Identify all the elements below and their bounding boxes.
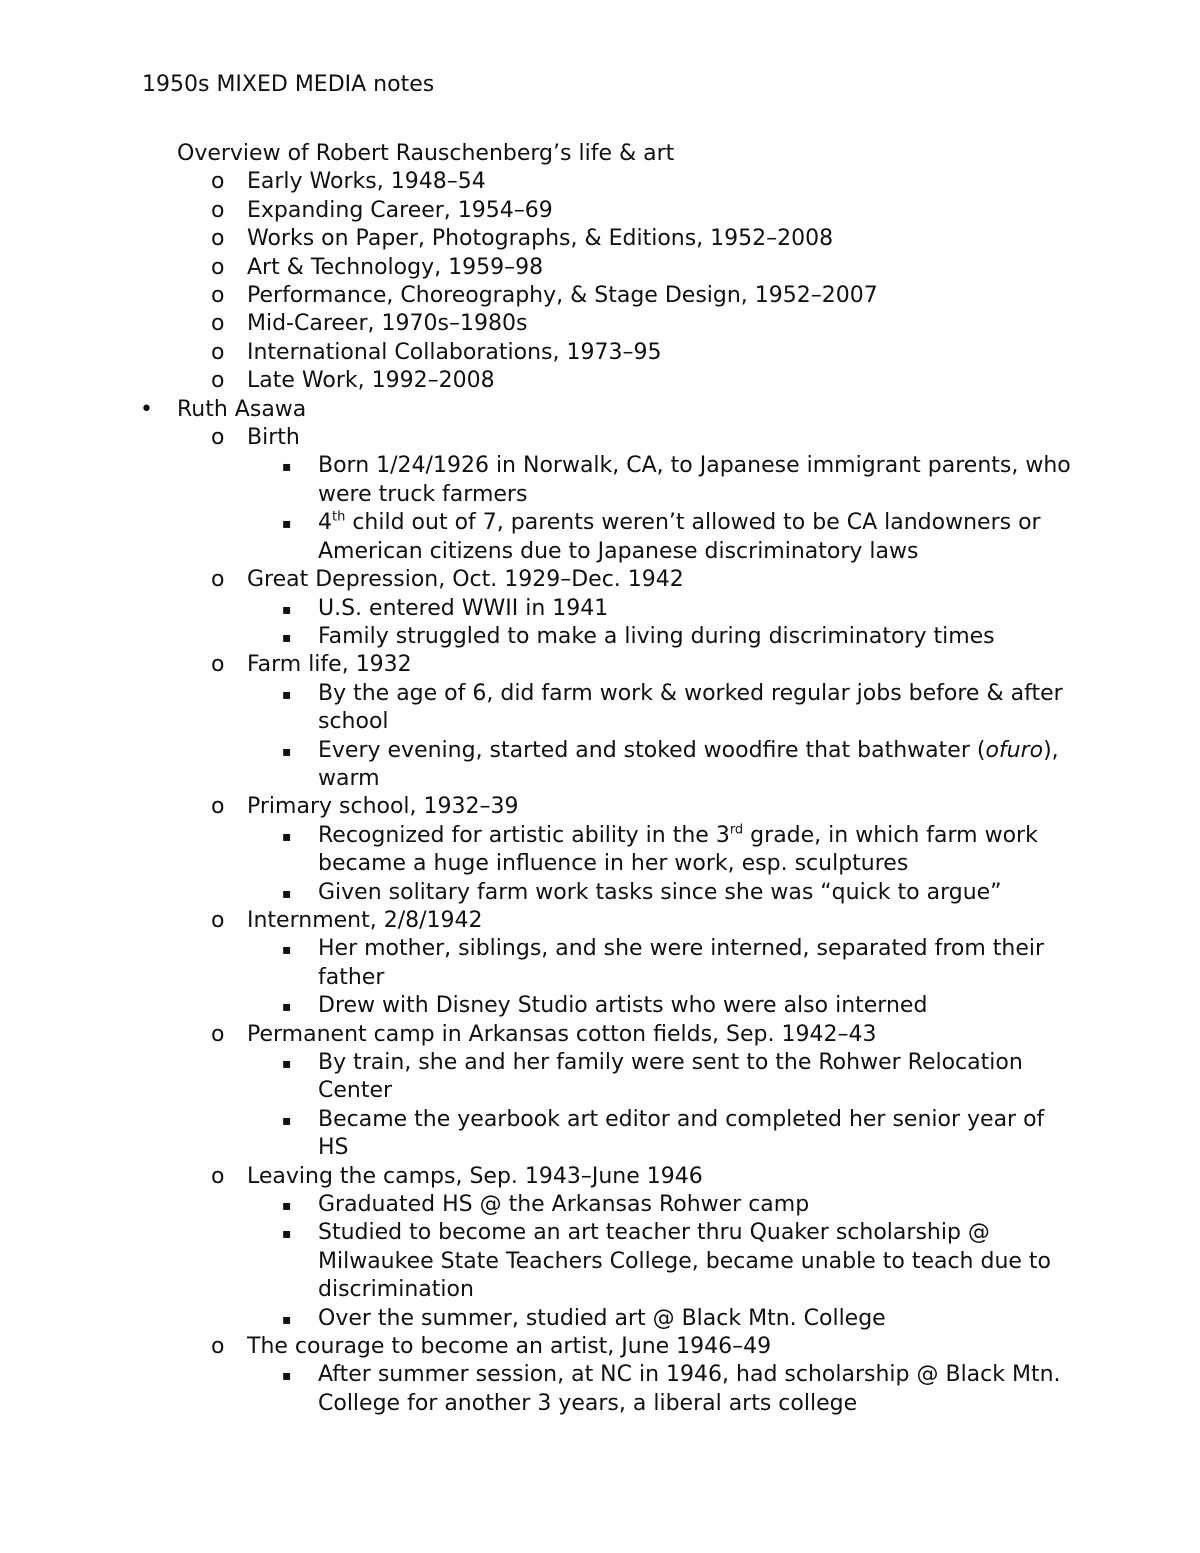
square-bullet-marker: ▪ <box>282 601 292 618</box>
circle-bullet-marker: o <box>211 1163 225 1189</box>
notes-outline <box>0 140 1200 1418</box>
square-bullet-marker: ▪ <box>282 1198 292 1215</box>
note-item <box>0 1049 1078 1106</box>
note-text <box>318 1107 1044 1160</box>
note-item <box>0 1305 1078 1333</box>
note-text <box>318 596 608 621</box>
section-heading <box>0 907 1200 935</box>
section-label: Birth <box>247 425 300 451</box>
square-bullet-marker: ▪ <box>282 1368 292 1385</box>
circle-bullet-marker: o <box>211 1334 225 1360</box>
note-text <box>318 1192 809 1217</box>
note-item <box>0 680 1078 737</box>
note-text-part: Given solitary farm work tasks since she was “quick to argue” <box>318 879 1002 905</box>
overview-item-text: Works on Paper, Photographs, & Editions, 1952–2008 <box>247 226 834 252</box>
circle-bullet-marker: o <box>211 1021 225 1047</box>
section-heading <box>0 1021 1200 1049</box>
square-bullet-marker: ▪ <box>282 516 292 533</box>
note-item <box>0 935 1078 992</box>
section-label: Great Depression, Oct. 1929–Dec. 1942 <box>247 567 684 593</box>
overview-item-text: Late Work, 1992–2008 <box>247 368 495 394</box>
note-item <box>0 623 1078 651</box>
section-heading <box>0 793 1200 821</box>
circle-bullet-marker: o <box>211 794 225 820</box>
note-item <box>0 452 1078 509</box>
circle-bullet-marker: o <box>211 652 225 678</box>
section-heading <box>0 566 1200 594</box>
overview-item-text: International Collaborations, 1973–95 <box>247 339 662 365</box>
note-item <box>0 509 1078 566</box>
note-text <box>318 1306 886 1331</box>
square-bullet-marker: ▪ <box>282 1056 292 1072</box>
overview-item <box>0 225 1200 253</box>
circle-bullet-marker: o <box>211 339 225 365</box>
note-item <box>0 879 1078 907</box>
note-text <box>318 510 1041 563</box>
circle-bullet-marker: o <box>211 283 225 309</box>
note-text <box>318 1362 1061 1415</box>
section-heading <box>0 424 1200 452</box>
square-bullet-marker: ▪ <box>282 999 292 1016</box>
note-text-part: U.S. entered WWII in 1941 <box>318 595 609 621</box>
overview-item-text: Early Works, 1948–54 <box>247 169 486 195</box>
note-text-part: child out of 7, parents weren’t allowed to be CA landowners or American citizens due to Japanese discriminatory laws <box>318 510 1041 564</box>
note-text-part: Drew with Disney Studio artists who were also interned <box>318 993 928 1019</box>
note-text <box>318 453 1071 506</box>
note-text <box>318 738 1059 791</box>
circle-bullet-marker: o <box>211 169 225 195</box>
square-bullet-marker: ▪ <box>282 1311 292 1328</box>
overview-item-text: Art & Technology, 1959–98 <box>247 254 544 280</box>
section-label: Permanent camp in Arkansas cotton fields, Sep. 1942–43 <box>247 1021 877 1047</box>
note-item <box>0 595 1078 623</box>
overview-item-text: Mid-Career, 1970s–1980s <box>247 311 528 337</box>
circle-bullet-marker: o <box>211 197 225 223</box>
square-bullet-marker: ▪ <box>282 942 292 959</box>
asawa-heading-text: Ruth Asawa <box>177 396 307 422</box>
note-text <box>318 1050 1023 1103</box>
section-label: Internment, 2/8/1942 <box>247 907 483 933</box>
asawa-sections <box>0 424 1200 1418</box>
circle-bullet-marker: o <box>211 567 225 593</box>
section-label: The courage to become an artist, June 1946–49 <box>247 1334 772 1360</box>
note-text-part: Her mother, siblings, and she were interned, separated from their father <box>318 936 1045 990</box>
note-text-part: Over the summer, studied art @ Black Mtn. College <box>318 1305 886 1331</box>
note-item <box>0 737 1078 794</box>
note-text-part: Every evening, started and stoked woodfire that bathwater ( <box>318 737 986 763</box>
square-bullet-marker: ▪ <box>282 1112 292 1129</box>
asawa-heading <box>0 396 1200 424</box>
note-item <box>0 1219 1078 1304</box>
section-label: Primary school, 1932–39 <box>247 794 519 820</box>
section-heading <box>0 1163 1200 1191</box>
bullet-marker: • <box>140 396 153 422</box>
overview-item <box>0 254 1200 282</box>
note-text-part: Family struggled to make a living during discriminatory times <box>318 623 995 649</box>
square-bullet-marker: ▪ <box>282 828 292 845</box>
note-text-part: grade, in which farm work became a huge influence in her work, esp. sculptures <box>318 822 1038 877</box>
square-bullet-marker: ▪ <box>282 743 292 760</box>
circle-bullet-marker: o <box>211 226 225 252</box>
section-heading <box>0 1333 1200 1361</box>
section-heading <box>0 651 1200 679</box>
overview-item-text: Performance, Choreography, & Stage Design, 1952–2007 <box>247 283 878 309</box>
section-label: Leaving the camps, Sep. 1943–June 1946 <box>247 1163 703 1189</box>
note-item <box>0 1106 1078 1163</box>
square-bullet-marker: ▪ <box>282 629 292 646</box>
note-text-part: Graduated HS @ the Arkansas Rohwer camp <box>318 1192 810 1218</box>
ordinal-suffix: th <box>332 509 346 525</box>
note-text <box>318 936 1044 989</box>
note-text <box>318 1220 1051 1302</box>
overview-item <box>0 367 1200 395</box>
overview-item <box>0 282 1200 310</box>
note-text <box>318 624 995 649</box>
note-item <box>0 822 1078 879</box>
overview-item <box>0 197 1200 225</box>
overview-item <box>0 310 1200 338</box>
note-text-part: After summer session, at NC in 1946, had scholarship @ Black Mtn. College for another 3 years, a liberal arts college <box>318 1362 1061 1416</box>
overview-item <box>0 339 1200 367</box>
section-label: Farm life, 1932 <box>247 652 412 678</box>
square-bullet-marker: ▪ <box>282 686 292 703</box>
note-item <box>0 1191 1078 1219</box>
note-text-part: 4 <box>318 510 332 536</box>
note-text <box>318 993 927 1018</box>
note-text-part: Recognized for artistic ability in the 3 <box>318 822 730 848</box>
square-bullet-marker: ▪ <box>282 1226 292 1243</box>
note-text-part: Born 1/24/1926 in Norwalk, CA, to Japanese immigrant parents, who were truck farmers <box>318 453 1071 507</box>
note-text-part: By the age of 6, did farm work & worked regular jobs before & after school <box>318 680 1063 735</box>
ordinal-suffix: rd <box>729 822 744 838</box>
note-item <box>0 992 1078 1020</box>
note-text-part: Studied to become an art teacher thru Quaker scholarship @ Milwaukee State Teachers College, became unable to teach due to discrimination <box>318 1220 1052 1303</box>
note-text <box>318 681 1063 734</box>
circle-bullet-marker: o <box>211 254 225 280</box>
note-text-part: Became the yearbook art editor and completed her senior year of HS <box>318 1106 1045 1161</box>
overview-item <box>0 168 1200 196</box>
note-text-part: ), warm <box>318 737 1059 791</box>
italic-term: ofuro <box>985 737 1044 763</box>
note-text <box>318 823 1038 876</box>
overview-heading <box>0 140 1200 168</box>
overview-list <box>0 168 1200 395</box>
circle-bullet-marker: o <box>211 311 225 337</box>
overview-item-text: Expanding Career, 1954–69 <box>247 197 553 223</box>
circle-bullet-marker: o <box>211 368 225 394</box>
square-bullet-marker: ▪ <box>282 459 292 476</box>
note-item <box>0 1361 1078 1418</box>
square-bullet-marker: ▪ <box>282 885 292 902</box>
circle-bullet-marker: o <box>211 907 225 933</box>
overview-heading-text: Overview of Robert Rauschenberg’s life & art <box>177 141 675 166</box>
note-text <box>318 880 1002 905</box>
page-title: 1950s MIXED MEDIA notes <box>142 72 435 97</box>
note-text-part: By train, she and her family were sent to the Rohwer Relocation Center <box>318 1050 1023 1104</box>
circle-bullet-marker: o <box>211 425 225 451</box>
